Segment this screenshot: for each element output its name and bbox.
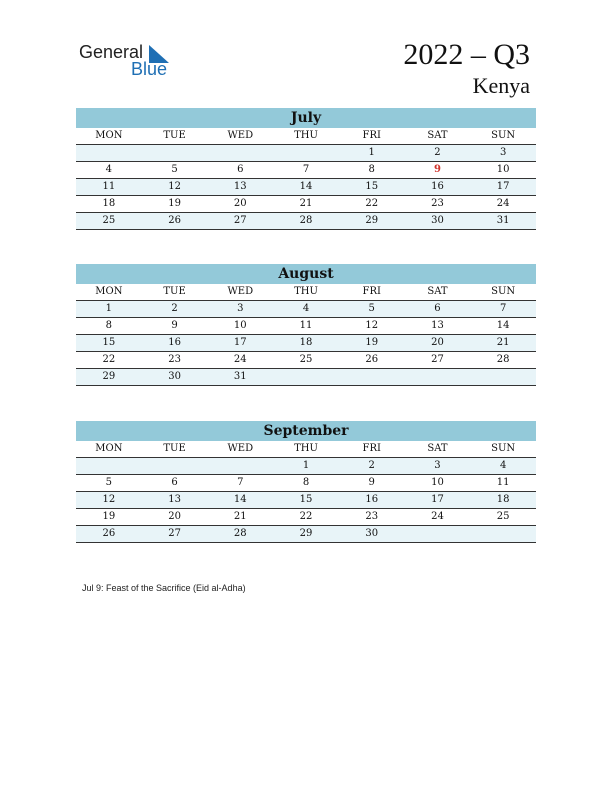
month-block-august bbox=[76, 264, 536, 386]
weekday-label: THU bbox=[294, 443, 318, 454]
day-cell: 27 bbox=[233, 215, 247, 226]
day-cell: 27 bbox=[431, 354, 444, 365]
day-cell: 23 bbox=[168, 354, 181, 365]
day-cell: 3 bbox=[434, 460, 441, 471]
weekday-label: THU bbox=[294, 286, 318, 297]
day-cell: 20 bbox=[233, 198, 247, 209]
weekday-label: MON bbox=[95, 130, 123, 141]
day-cell: 28 bbox=[233, 528, 247, 539]
day-cell bbox=[207, 458, 273, 474]
day-cell: 12 bbox=[365, 320, 379, 331]
day-cell: 8 bbox=[105, 320, 113, 331]
day-cell: 11 bbox=[299, 320, 313, 331]
logo-text-blue: Blue bbox=[131, 59, 168, 79]
month-title: September bbox=[76, 421, 536, 441]
weekday-label: MON bbox=[95, 286, 123, 297]
day-cell: 4 bbox=[302, 303, 310, 314]
day-cell: 17 bbox=[496, 181, 510, 192]
week-row bbox=[76, 179, 536, 196]
day-cell bbox=[273, 369, 339, 385]
page-title: 2022 – Q3 bbox=[403, 38, 530, 71]
day-cell bbox=[76, 145, 142, 161]
holiday-note: Jul 9: Feast of the Sacrifice (Eid al-Adha) bbox=[82, 583, 246, 593]
day-cell: 10 bbox=[496, 164, 510, 175]
day-cell: 21 bbox=[233, 511, 247, 522]
week-row bbox=[76, 335, 536, 352]
day-cell: 29 bbox=[365, 215, 379, 226]
day-cell bbox=[142, 458, 208, 474]
generalblue-logo bbox=[79, 42, 179, 82]
week-row bbox=[76, 196, 536, 213]
day-cell: 29 bbox=[102, 371, 116, 382]
day-cell: 2 bbox=[368, 460, 375, 471]
day-cell: 19 bbox=[168, 198, 181, 209]
day-cell bbox=[76, 458, 142, 474]
day-cell: 29 bbox=[299, 528, 313, 539]
day-cell: 18 bbox=[496, 494, 510, 505]
day-cell bbox=[405, 526, 471, 542]
week-row bbox=[76, 526, 536, 543]
weekday-label: SAT bbox=[427, 286, 448, 297]
day-cell: 24 bbox=[233, 354, 247, 365]
logo-text-general: General bbox=[79, 42, 144, 62]
weekday-header-row bbox=[76, 128, 536, 145]
day-cell: 14 bbox=[496, 320, 510, 331]
week-row bbox=[76, 352, 536, 369]
weekday-label: MON bbox=[95, 443, 123, 454]
week-row bbox=[76, 145, 536, 162]
week-row bbox=[76, 509, 536, 526]
day-cell: 24 bbox=[496, 198, 510, 209]
day-cell: 28 bbox=[299, 215, 313, 226]
day-cell: 30 bbox=[168, 371, 181, 382]
week-row bbox=[76, 369, 536, 386]
weekday-label: SUN bbox=[491, 443, 516, 454]
day-cell: 19 bbox=[102, 511, 116, 522]
day-cell: 31 bbox=[233, 371, 247, 382]
weekday-label: TUE bbox=[163, 286, 186, 297]
day-cell: 1 bbox=[302, 460, 310, 471]
day-cell: 23 bbox=[431, 198, 444, 209]
day-cell: 13 bbox=[168, 494, 181, 505]
day-cell: 27 bbox=[168, 528, 181, 539]
day-cell: 10 bbox=[233, 320, 247, 331]
week-row bbox=[76, 458, 536, 475]
week-row bbox=[76, 213, 536, 230]
weekday-label: THU bbox=[294, 130, 318, 141]
day-cell: 9 bbox=[171, 320, 178, 331]
week-row bbox=[76, 475, 536, 492]
weekday-label: SAT bbox=[427, 130, 448, 141]
day-cell: 26 bbox=[365, 354, 379, 365]
day-cell: 6 bbox=[171, 477, 178, 488]
day-cell: 22 bbox=[102, 354, 116, 365]
month-block-july bbox=[76, 108, 536, 230]
day-cell: 24 bbox=[431, 511, 444, 522]
day-cell: 18 bbox=[102, 198, 116, 209]
weekday-label: TUE bbox=[163, 443, 186, 454]
country-name: Kenya bbox=[472, 73, 530, 98]
day-cell: 12 bbox=[168, 181, 181, 192]
day-cell: 4 bbox=[105, 164, 113, 175]
day-cell: 3 bbox=[237, 303, 244, 314]
day-cell: 22 bbox=[299, 511, 313, 522]
day-cell: 25 bbox=[496, 511, 510, 522]
day-cell: 11 bbox=[102, 181, 116, 192]
day-cell: 25 bbox=[102, 215, 116, 226]
day-cell bbox=[470, 526, 536, 542]
day-cell: 1 bbox=[368, 147, 375, 158]
day-cell: 13 bbox=[431, 320, 444, 331]
day-cell: 20 bbox=[431, 337, 444, 348]
day-cell: 26 bbox=[102, 528, 116, 539]
day-cell: 7 bbox=[237, 477, 244, 488]
day-cell: 3 bbox=[499, 147, 507, 158]
weekday-label: WED bbox=[227, 130, 254, 141]
day-cell: 30 bbox=[431, 215, 444, 226]
day-cell bbox=[470, 369, 536, 385]
day-cell: 17 bbox=[233, 337, 247, 348]
day-cell: 15 bbox=[299, 494, 313, 505]
day-cell: 20 bbox=[168, 511, 181, 522]
week-row bbox=[76, 492, 536, 509]
weekday-header-row bbox=[76, 441, 536, 458]
day-cell: 8 bbox=[368, 164, 375, 175]
day-cell: 5 bbox=[105, 477, 113, 488]
day-cell: 28 bbox=[496, 354, 510, 365]
day-cell: 2 bbox=[434, 147, 441, 158]
day-cell: 25 bbox=[299, 354, 313, 365]
month-block-september bbox=[76, 421, 536, 543]
day-cell: 16 bbox=[431, 181, 444, 192]
day-cell: 7 bbox=[499, 303, 507, 314]
week-row bbox=[76, 318, 536, 335]
day-cell: 1 bbox=[105, 303, 113, 314]
month-title: July bbox=[76, 108, 536, 128]
day-cell: 26 bbox=[168, 215, 181, 226]
weekday-label: FRI bbox=[362, 130, 381, 141]
day-cell: 16 bbox=[168, 337, 181, 348]
weekday-label: SAT bbox=[427, 443, 448, 454]
day-cell: 13 bbox=[233, 181, 247, 192]
day-cell: 8 bbox=[302, 477, 310, 488]
day-cell: 21 bbox=[496, 337, 510, 348]
holiday-day-cell: 9 bbox=[433, 164, 441, 175]
day-cell: 15 bbox=[102, 337, 116, 348]
weekday-label: TUE bbox=[163, 130, 186, 141]
day-cell: 17 bbox=[431, 494, 444, 505]
day-cell: 6 bbox=[434, 303, 441, 314]
day-cell: 21 bbox=[299, 198, 313, 209]
weekday-label: SUN bbox=[491, 130, 516, 141]
weekday-label: FRI bbox=[362, 286, 381, 297]
day-cell: 22 bbox=[365, 198, 379, 209]
day-cell: 14 bbox=[299, 181, 313, 192]
day-cell bbox=[405, 369, 471, 385]
day-cell: 6 bbox=[237, 164, 244, 175]
day-cell: 19 bbox=[365, 337, 379, 348]
day-cell: 10 bbox=[431, 477, 444, 488]
weekday-header-row bbox=[76, 284, 536, 301]
day-cell: 23 bbox=[365, 511, 379, 522]
day-cell bbox=[273, 145, 339, 161]
week-row bbox=[76, 301, 536, 318]
day-cell: 31 bbox=[496, 215, 510, 226]
day-cell bbox=[207, 145, 273, 161]
day-cell: 18 bbox=[299, 337, 313, 348]
week-row bbox=[76, 162, 536, 179]
month-title: August bbox=[76, 264, 536, 284]
day-cell: 30 bbox=[365, 528, 379, 539]
day-cell bbox=[339, 369, 405, 385]
day-cell: 15 bbox=[365, 181, 379, 192]
day-cell: 12 bbox=[102, 494, 116, 505]
day-cell: 5 bbox=[368, 303, 375, 314]
day-cell bbox=[142, 145, 208, 161]
day-cell: 16 bbox=[365, 494, 379, 505]
day-cell: 9 bbox=[368, 477, 375, 488]
day-cell: 7 bbox=[302, 164, 310, 175]
weekday-label: WED bbox=[227, 286, 254, 297]
day-cell: 14 bbox=[233, 494, 247, 505]
day-cell: 4 bbox=[499, 460, 507, 471]
day-cell: 5 bbox=[171, 164, 178, 175]
weekday-label: WED bbox=[227, 443, 254, 454]
day-cell: 11 bbox=[496, 477, 510, 488]
weekday-label: FRI bbox=[362, 443, 381, 454]
weekday-label: SUN bbox=[491, 286, 516, 297]
day-cell: 2 bbox=[171, 303, 178, 314]
